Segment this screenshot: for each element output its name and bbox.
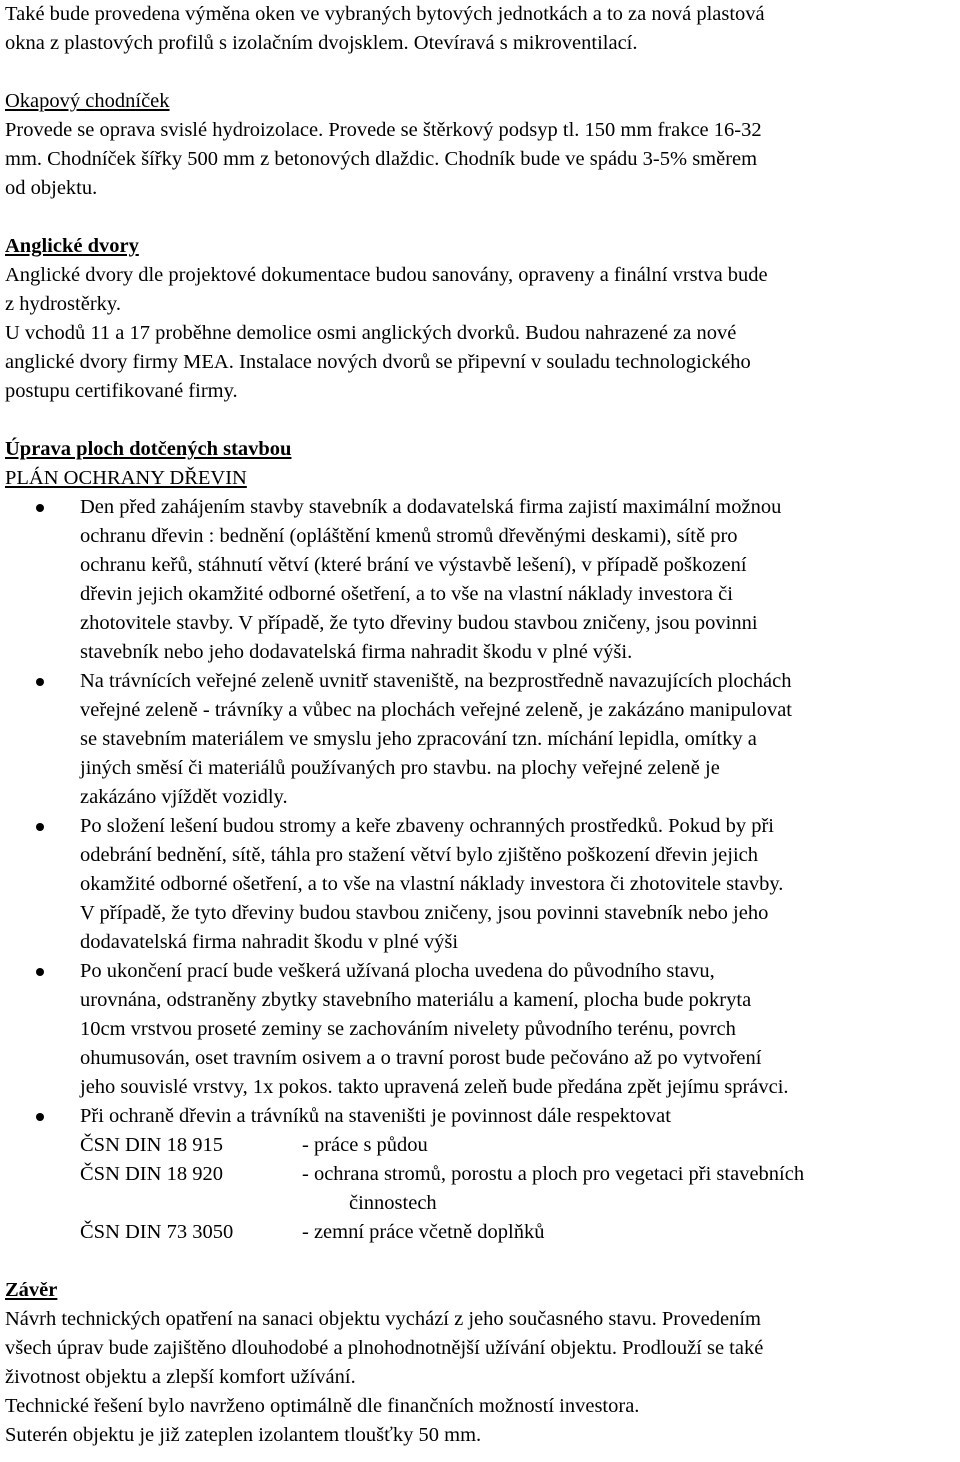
uprava-bullet-list (5, 493, 960, 1247)
zaver-line: Technické řešení bylo navrženo optimálně dle finančních možností investora. (5, 1395, 640, 1417)
bullet-line: Den před zahájením stavby stavebník a dodavatelská firma zajistí maximální možnou (80, 496, 782, 518)
zaver-line: všech úprav bude zajištěno dlouhodobé a plnohodnotnější užívání objektu. Prodlouží se také (5, 1337, 764, 1359)
bullet-icon (36, 823, 44, 831)
bullet-line: Po ukončení prací bude veškerá užívaná plocha uvedena do původního stavu, (80, 960, 715, 982)
okap-line: mm. Chodníček šířky 500 mm z betonových dlaždic. Chodník bude ve spádu 3-5% směrem (5, 148, 758, 170)
bullet-line: se stavebním materiálem ve smyslu jeho zpracování tzn. míchání lepidla, omítky a (80, 728, 757, 750)
uprava-section (5, 435, 960, 1247)
bullet-icon (36, 504, 44, 512)
zaver-line: Návrh technických opatření na sanaci objektu vychází z jeho současného stavu. Provedením (5, 1308, 761, 1330)
bullet-item (5, 812, 960, 957)
anglicke-section (5, 232, 960, 406)
bullet-icon (36, 678, 44, 686)
bullet-line: okamžité odborné ošetření, a to vše na vlastní náklady investora či zhotovitele stavby. (80, 873, 784, 895)
bullet-item (5, 1102, 960, 1247)
bullet-line: veřejné zeleně - trávníky a vůbec na plochách veřejné zeleně, je zakázáno manipulovat (80, 699, 792, 721)
norm-desc: - ochrana stromů, porostu a ploch pro vegetaci při stavebních (302, 1163, 805, 1185)
bullet-line: Na trávnících veřejné zeleně uvnitř staveniště, na bezprostředně navazujících plochách (80, 670, 792, 692)
bullet-line: ohumusován, oset travním osivem a o travní porost bude pečováno až po vytvoření (80, 1047, 762, 1069)
norm-code: ČSN DIN 73 3050 (80, 1221, 234, 1243)
anglicke-line: z hydrostěrky. (5, 293, 121, 315)
okap-heading: Okapový chodníček (5, 90, 170, 112)
bullet-item (5, 957, 960, 1102)
bullet-line: zhotovitele stavby. V případě, že tyto dřeviny budou stavbou zničeny, jsou povinni (80, 612, 758, 634)
anglicke-heading: Anglické dvory (5, 235, 139, 257)
bullet-item (5, 667, 960, 812)
bullet-line: Při ochraně dřevin a trávníků na staveništi je povinnost dále respektovat (80, 1105, 671, 1127)
zaver-heading: Závěr (5, 1279, 58, 1301)
norm-code: ČSN DIN 18 920 (80, 1163, 223, 1185)
bullet-line: jeho souvislé vrstvy, 1x pokos. takto upravená zeleň bude předána zpět jejímu správci. (80, 1076, 789, 1098)
bullet-line: V případě, že tyto dřeviny budou stavbou zničeny, jsou povinni stavebník nebo jeho (80, 902, 769, 924)
bullet-line: Po složení lešení budou stromy a keře zbaveny ochranných prostředků. Pokud by při (80, 815, 774, 837)
bullet-item (5, 493, 960, 667)
norm-row (80, 1160, 960, 1189)
intro-line: okna z plastových profilů s izolačním dvojsklem. Otevíravá s mikroventilací. (5, 32, 638, 54)
bullet-icon (36, 1113, 44, 1121)
bullet-line: jiných směsí či materiálů používaných pro stavbu. na plochy veřejné zeleně je (80, 757, 720, 779)
bullet-line: urovnána, odstraněny zbytky stavebního materiálu a kamení, plocha bude pokryta (80, 989, 752, 1011)
norm-desc-continuation: činnostech (349, 1192, 437, 1214)
anglicke-line: postupu certifikované firmy. (5, 380, 238, 402)
zaver-line: životnost objektu a zlepší komfort užívání. (5, 1366, 356, 1388)
okap-line: od objektu. (5, 177, 98, 199)
bullet-line: ochranu dřevin : bednění (opláštění kmenů stromů dřevěnými deskami), sítě pro (80, 525, 738, 547)
bullet-line: ochranu keřů, stáhnutí větví (které brání ve výstavbě lešení), v případě poškození (80, 554, 747, 576)
bullet-icon (36, 968, 44, 976)
okap-section (5, 87, 960, 203)
anglicke-line: anglické dvory firmy MEA. Instalace nových dvorů se připevní v souladu technologického (5, 351, 751, 373)
anglicke-line: U vchodů 11 a 17 proběhne demolice osmi anglických dvorků. Budou nahrazené za nové (5, 322, 737, 344)
okap-line: Provede se oprava svislé hydroizolace. Provede se štěrkový podsyp tl. 150 mm frakce 16-32 (5, 119, 762, 141)
uprava-heading: Úprava ploch dotčených stavbou (5, 438, 292, 460)
anglicke-line: Anglické dvory dle projektové dokumentace budou sanovány, opraveny a finální vrstva bude (5, 264, 768, 286)
intro-section (5, 0, 960, 58)
norm-desc: - práce s půdou (302, 1134, 428, 1156)
norm-code: ČSN DIN 18 915 (80, 1134, 223, 1156)
uprava-subheading: PLÁN OCHRANY DŘEVIN (5, 467, 247, 489)
bullet-line: dodavatelská firma nahradit škodu v plné výši (80, 931, 459, 953)
bullet-line: zakázáno vjíždět vozidly. (80, 786, 288, 808)
norm-desc: - zemní práce včetně doplňků (302, 1221, 545, 1243)
bullet-line: dřevin jejich okamžité odborné ošetření, a to vše na vlastní náklady investora či (80, 583, 733, 605)
norm-row (80, 1218, 960, 1247)
norm-row (80, 1131, 960, 1160)
bullet-line: odebrání bednění, sítě, táhla pro stažení větví bylo zjištěno poškození dřevin jejich (80, 844, 759, 866)
zaver-section (5, 1276, 960, 1450)
bullet-line: 10cm vrstvou proseté zeminy se zachováním nivelety původního terénu, povrch (80, 1018, 736, 1040)
intro-line: Také bude provedena výměna oken ve vybraných bytových jednotkách a to za nová plastová (5, 3, 765, 25)
zaver-line: Suterén objektu je již zateplen izolantem tloušťky 50 mm. (5, 1424, 482, 1446)
bullet-line: stavebník nebo jeho dodavatelská firma nahradit škodu v plné výši. (80, 641, 633, 663)
